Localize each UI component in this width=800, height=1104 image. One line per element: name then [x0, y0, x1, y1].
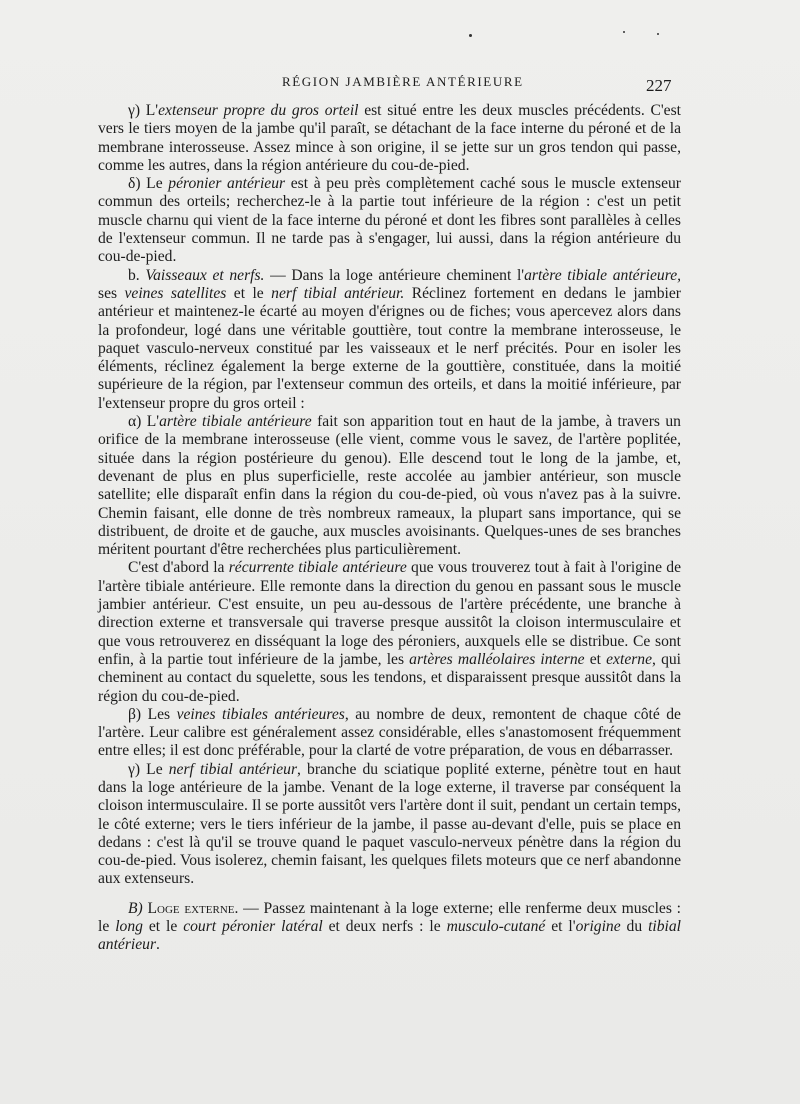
- running-title: RÉGION JAMBIÈRE ANTÉRIEURE: [282, 74, 524, 89]
- paragraph-vessels-nerves: b. Vaisseaux et nerfs. — Dans la loge antérieure cheminent l'artère tibiale antérieure, ses veines satellites et le nerf tibial antérieur. Réclinez fortement en dedans le jambier antérieur et maintenez-le écarté au moyen d'érignes ou de fiches; vous apercevez alors dans la profondeur, logé dans une véritable gouttière, tout contre la membrane interosseuse, le paquet vasculo-nerveux constitué par les vaisseaux et le nerf précités. Pour en isoler les éléments, réclinez également la berge externe de la gouttière, constituée, dans la moitié supérieure de la région, par l'extenseur commun des orteils, et dans la moitié inférieure, par l'extenseur propre du gros orteil :: [98, 266, 682, 412]
- paragraph-extensor-hallucis: γ) L'extenseur propre du gros orteil est situé entre les deux muscles précédents. C'est vers le tiers moyen de la jambe qu'il paraît, se détachant de la face interne du péroné et de la membrane interosseuse. Assez mince à son origine, il se jette sur un gros tendon qui passe, comme les autres, dans la région antérieure du cou-de-pied.: [98, 102, 681, 174]
- paragraph-branches: C'est d'abord la récurrente tibiale antérieure que vous trouverez tout à fait à l'origine de l'artère tibiale antérieure. Elle remonte dans la direction du genou en passant sous le muscle jambier antérieur. C'est ensuite, un peu au-dessous de l'artère précédente, une branche à direction externe et transversale qui traverse presque aussitôt la cloison intermusculaire et que vous retrouverez en disséquant la loge des péroniers, auxquels elle se distribue. Ce sont enfin, à la partie tout inférieure de la jambe, les artères malléolaires interne et externe, qui cheminent au contact du squelette, sous les tendons, et disparaissent presque aussitôt dans la région du cou-de-pied.: [98, 559, 681, 705]
- print-speck: [469, 34, 472, 37]
- paragraph-peroneus-anterior: δ) Le péronier antérieur est à peu près complètement caché sous le muscle extenseur commun des orteils; recherchez-le à la partie tout inférieure de la région : c'est un petit muscle charnu qui vient de la face interne du péroné et dont les fibres sont parallèles à celles de l'extenseur commun. Il ne tarde pas à s'engager, lui aussi, dans la région antérieure du cou-de-pied.: [98, 175, 681, 266]
- paragraph-external-compartment: B) Loge externe. — Passez maintenant à la loge externe; elle renferme deux muscles : le long et le court péronier latéral et deux nerfs : le musculo-cutané et l'origine du tibial antérieur.: [98, 899, 682, 954]
- print-speck: [623, 31, 625, 33]
- paragraph-tibial-nerve: γ) Le nerf tibial antérieur, branche du sciatique poplité externe, pénètre tout en haut dans la loge antérieure de la jambe. Venant de la loge externe, il traverse par conséquent la cloison intermusculaire. Il se porte aussitôt vers l'artère dont il suit, pendant un certain temps, le côté externe; vers le tiers inférieur de la jambe, il passe au-devant d'elle, puis se place en dedans : c'est là qu'il se trouve quand le paquet vasculo-nerveux pénètre dans la région du cou-de-pied. Vous isolerez, chemin faisant, les quelques filets moteurs que ce nerf abandonne aux extenseurs.: [98, 760, 681, 888]
- page-number: 227: [646, 76, 672, 95]
- print-speck: [657, 33, 659, 35]
- body-text: [98, 102, 681, 955]
- paragraph-tibial-artery: α) L'artère tibiale antérieure fait son apparition tout en haut de la jambe, à travers un orifice de la membrane interosseuse (elle vient, comme vous le savez, de l'artère poplitée, située dans la région postérieure du genou). Elle descend tout le long de la jambe, et, devenant de plus en plus superficielle, reste accolée au jambier antérieur, son muscle satellite; elle disparaît enfin dans la région du cou-de-pied, où vous n'avez pas à la suivre. Chemin faisant, elle donne de très nombreux rameaux, la plupart sans importance, qui se distribuent, de droite et de gauche, aux muscles avoisinants. Quelques-unes de ses branches méritent pourtant d'être recherchées plus particulièrement.: [98, 413, 681, 559]
- paragraph-tibial-veins: β) Les veines tibiales antérieures, au nombre de deux, remontent de chaque côté de l'artère. Leur calibre est généralement assez considérable, elles s'anastomosent fréquemment entre elles; il est donc préférable, pour la clarté de votre préparation, de vous en débarrasser.: [98, 705, 681, 760]
